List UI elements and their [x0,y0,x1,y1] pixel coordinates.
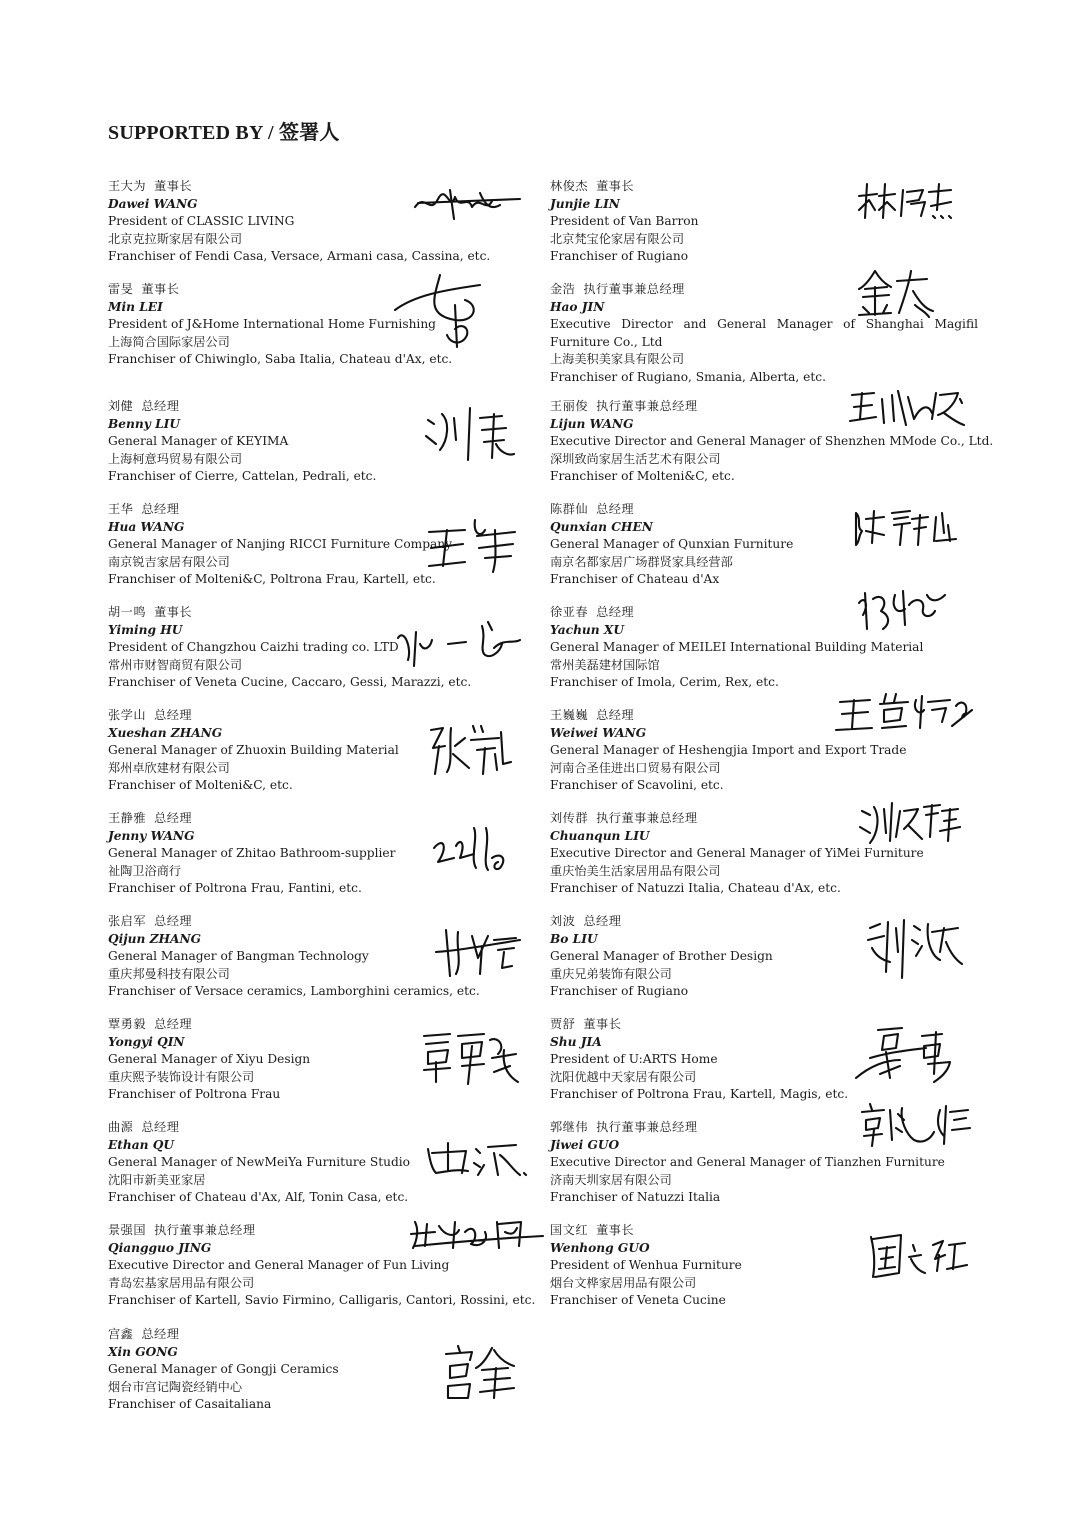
signatory-entry [108,501,548,589]
en-name: Min LEI [108,299,163,314]
cn-name: 王华 [108,502,134,516]
cn-role: 总经理 [154,914,193,928]
cn-name: 雷旻 [108,282,134,296]
franchise: Franchiser of Natuzzi Italia [550,1190,721,1205]
en-name: Yiming HU [108,622,183,637]
en-name: Chuanqun LIU [550,828,650,843]
position: President of J&Home International Home Furnishing [108,317,436,332]
cn-name: 林俊杰 [550,179,589,193]
franchise: Franchiser of Chateau d'Ax [550,572,720,587]
en-name: Qunxian CHEN [550,519,653,534]
cn-role: 执行董事兼总经理 [154,1223,256,1237]
franchise: Franchiser of Poltrona Frau, Fantini, etc. [108,881,362,896]
cn-role: 总经理 [154,811,193,825]
en-name: Wenhong GUO [550,1240,650,1255]
position: Executive Director and General Manager of YiMei Furniture [550,846,924,861]
en-name: Bo LIU [550,931,598,946]
position: General Manager of Brother Design [550,949,773,964]
company-cn: 重庆熙予装饰设计有限公司 [108,1069,255,1084]
en-name: Shu JIA [550,1034,602,1049]
cn-name: 刘波 [550,914,576,928]
company-cn: 沈阳优越中天家居有限公司 [550,1069,697,1084]
cn-name: 景强国 [108,1223,147,1237]
company-cn: 常州美磊建材国际馆 [550,657,660,672]
company-cn: 重庆兄弟装饰有限公司 [550,966,672,981]
en-name: Hua WANG [108,519,185,534]
cn-role: 董事长 [154,605,193,619]
company-cn: 上海美积美家具有限公司 [550,352,685,367]
en-name: Jenny WANG [108,828,195,843]
position: General Manager of Heshengjia Import and Export Trade [550,743,907,758]
cn-role: 董事长 [154,179,193,193]
company-cn: 重庆怡美生活家居用品有限公司 [550,863,721,878]
signatory-entry [550,178,990,266]
en-name: Xueshan ZHANG [108,725,223,740]
company-cn: 河南合圣佳进出口贸易有限公司 [550,760,721,775]
cn-name: 金浩 [550,282,576,296]
position: President of CLASSIC LIVING [108,214,295,229]
franchise: Franchiser of Rugiano [550,249,689,264]
en-name: Yachun XU [550,622,624,637]
signatory-entry [108,810,548,898]
franchise: Franchiser of Natuzzi Italia, Chateau d'Ax, etc. [550,881,841,896]
signatory-entry [550,501,990,589]
en-name: Weiwei WANG [550,725,647,740]
franchise: Franchiser of Scavolini, etc. [550,778,724,793]
position: Executive Director and General Manager of Shenzhen MMode Co., Ltd. [550,434,994,449]
signatory-entry [108,1119,548,1207]
signatory-entry [550,1016,990,1104]
en-name: Ethan QU [108,1137,175,1152]
signatory-entry [108,1326,548,1414]
company-cn: 青岛宏基家居用品有限公司 [108,1275,255,1290]
position: General Manager of Qunxian Furniture [550,537,794,552]
company-cn: 烟台市宫记陶瓷经销中心 [108,1379,243,1394]
cn-name: 郭继伟 [550,1120,589,1134]
cn-name: 刘健 [108,399,134,413]
cn-role: 董事长 [141,282,180,296]
en-name: Benny LIU [108,416,181,431]
position: President of Changzhou Caizhi trading co. LTD [108,640,399,655]
signatory-entry [108,707,548,795]
cn-role: 董事长 [583,1017,622,1031]
signatory-entry [108,1222,548,1310]
cn-name: 陈群仙 [550,502,589,516]
position: President of U:ARTS Home [550,1052,718,1067]
position: General Manager of Xiyu Design [108,1052,311,1067]
company-cn: 北京克拉斯家居有限公司 [108,231,243,246]
company-cn: 上海简合国际家居公司 [108,334,230,349]
franchise: Franchiser of Poltrona Frau, Kartell, Magis, etc. [550,1087,849,1102]
signatory-entry [550,604,990,692]
cn-name: 张启军 [108,914,147,928]
position: General Manager of Zhuoxin Building Material [108,743,399,758]
franchise: Franchiser of Chiwinglo, Saba Italia, Chateau d'Ax, etc. [108,352,453,367]
cn-name: 徐亚春 [550,605,589,619]
position: President of Van Barron [550,214,699,229]
company-cn: 沈阳市新美亚家居 [108,1172,206,1187]
cn-role: 总经理 [154,1017,193,1031]
signatory-entry [108,281,548,369]
cn-name: 宫鑫 [108,1327,134,1341]
company-cn: 南京名都家居广场群贤家具经营部 [550,554,733,569]
cn-role: 董事长 [596,179,635,193]
signatory-entry [550,398,994,486]
company-cn: 深圳致尚家居生活艺术有限公司 [550,451,721,466]
cn-role: 执行董事兼总经理 [596,811,698,825]
signatory-entry [108,1016,548,1104]
position: General Manager of Gongji Ceramics [108,1362,339,1377]
signatory-entry [550,913,990,1001]
cn-role: 总经理 [141,399,180,413]
franchise: Franchiser of Molteni&C, etc. [550,469,735,484]
signatory-entry [550,1119,990,1207]
franchise: Franchiser of Chateau d'Ax, Alf, Tonin Casa, etc. [108,1190,409,1205]
company-cn: 南京锐吉家居有限公司 [108,554,230,569]
cn-role: 执行董事兼总经理 [596,1120,698,1134]
cn-role: 执行董事兼总经理 [596,399,698,413]
page-title: SUPPORTED BY / 签署人 [108,122,340,144]
franchise: Franchiser of Poltrona Frau [108,1087,281,1102]
cn-name: 王静雅 [108,811,147,825]
position: General Manager of Nanjing RICCI Furniture Company [108,537,453,552]
franchise: Franchiser of Molteni&C, etc. [108,778,293,793]
franchise: Franchiser of Rugiano [550,984,689,999]
franchise: Franchiser of Versace ceramics, Lamborghini ceramics, etc. [108,984,480,999]
company-cn: 北京梵宝伦家居有限公司 [550,231,685,246]
signatory-entry [550,281,978,387]
cn-name: 王大为 [108,179,147,193]
cn-name: 国文红 [550,1223,589,1237]
en-name: Qiangguo JING [108,1240,212,1255]
company-cn: 常州市财智商贸有限公司 [108,657,243,672]
cn-role: 总经理 [141,1120,180,1134]
position: General Manager of Zhitao Bathroom-supplier [108,846,396,861]
en-name: Dawei WANG [108,196,198,211]
cn-role: 总经理 [596,708,635,722]
franchise: Franchiser of Veneta Cucine, Caccaro, Gessi, Marazzi, etc. [108,675,472,690]
position: General Manager of Bangman Technology [108,949,369,964]
position: Executive Director and General Manager of Fun Living [108,1258,450,1273]
cn-role: 董事长 [596,1223,635,1237]
position: President of Wenhua Furniture [550,1258,742,1273]
cn-role: 总经理 [141,1327,180,1341]
en-name: Yongyi QIN [108,1034,185,1049]
cn-name: 胡一鸣 [108,605,147,619]
cn-name: 张学山 [108,708,147,722]
company-cn: 济南天圳家居有限公司 [550,1172,672,1187]
franchise: Franchiser of Fendi Casa, Versace, Armani casa, Cassina, etc. [108,249,491,264]
signatory-entry [550,1222,990,1310]
franchise: Franchiser of Imola, Cerim, Rex, etc. [550,675,779,690]
cn-role: 总经理 [583,914,622,928]
en-name: Hao JIN [550,299,605,314]
signatory-entry [550,810,990,898]
en-name: Jiwei GUO [550,1137,620,1152]
signatory-entry [108,913,548,1001]
franchise: Franchiser of Molteni&C, Poltrona Frau, Kartell, etc. [108,572,436,587]
signatory-entry [550,707,990,795]
franchise: Franchiser of Casaitaliana [108,1397,272,1412]
en-name: Lijun WANG [550,416,634,431]
cn-name: 曲源 [108,1120,134,1134]
franchise: Franchiser of Kartell, Savio Firmino, Calligaris, Cantori, Rossini, etc. [108,1293,536,1308]
franchise: Franchiser of Rugiano, Smania, Alberta, etc. [550,369,826,384]
company-cn: 郑州卓欣建材有限公司 [108,760,230,775]
en-name: Junjie LIN [550,196,620,211]
signatory-entry [108,604,548,692]
cn-name: 刘传群 [550,811,589,825]
cn-role: 总经理 [596,605,635,619]
company-cn: 烟台文桦家居用品有限公司 [550,1275,697,1290]
cn-name: 王丽俊 [550,399,589,413]
en-name: Qijun ZHANG [108,931,202,946]
cn-name: 覃勇毅 [108,1017,147,1031]
cn-role: 总经理 [141,502,180,516]
company-cn: 重庆邦曼科技有限公司 [108,966,230,981]
signatory-entry [108,178,548,266]
position: General Manager of NewMeiYa Furniture Studio [108,1155,410,1170]
franchise: Franchiser of Veneta Cucine [550,1293,726,1308]
en-name: Xin GONG [108,1344,178,1359]
cn-role: 执行董事兼总经理 [583,282,685,296]
company-cn: 上海柯意玛贸易有限公司 [108,451,243,466]
position: Executive Director and General Manager of Tianzhen Furniture [550,1155,945,1170]
position: General Manager of KEYIMA [108,434,289,449]
signatory-entry [108,398,548,486]
cn-role: 总经理 [596,502,635,516]
position: General Manager of MEILEI International Building Material [550,640,924,655]
position: Executive Director and General Manager of Shanghai Magifil Furniture Co., Ltd [550,317,978,349]
company-cn: 祉陶卫浴商行 [108,863,182,878]
franchise: Franchiser of Cierre, Cattelan, Pedrali, etc. [108,469,377,484]
cn-role: 总经理 [154,708,193,722]
cn-name: 贾舒 [550,1017,576,1031]
cn-name: 王巍巍 [550,708,589,722]
